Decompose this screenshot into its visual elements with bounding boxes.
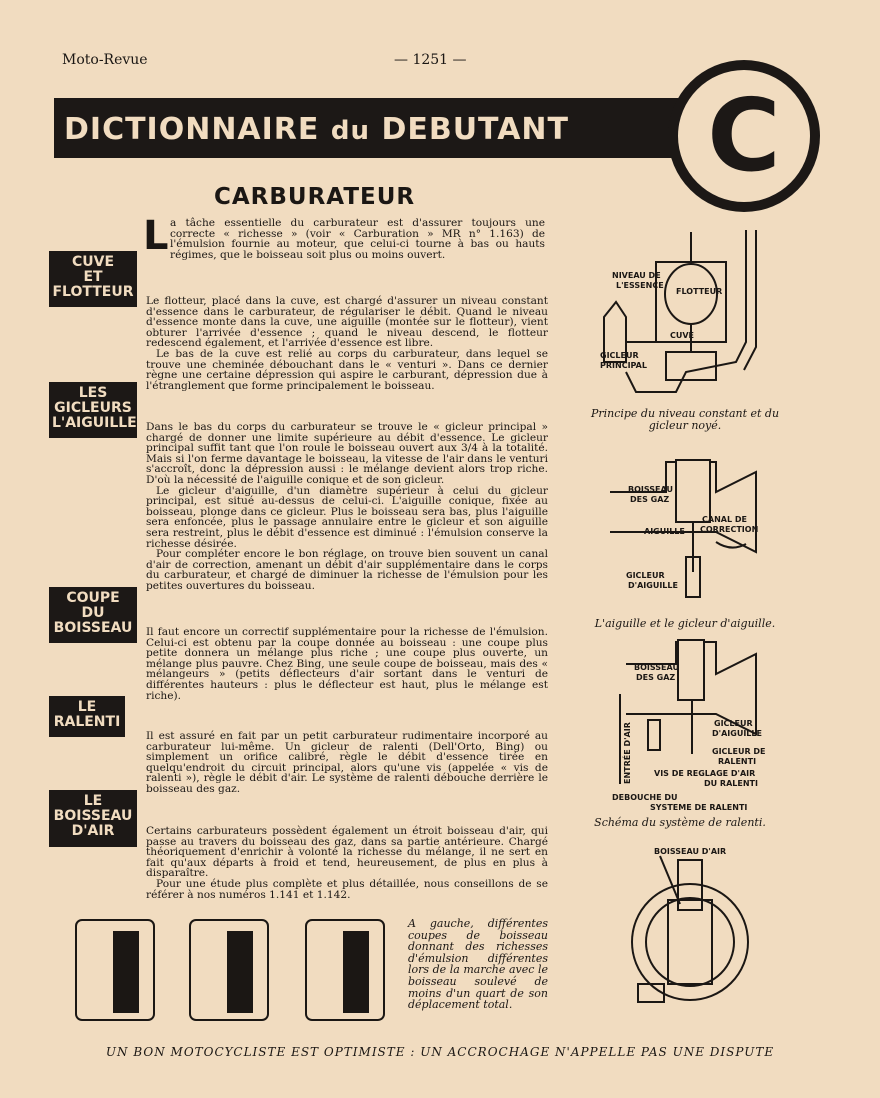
fig1-label: CUVE [670,331,695,340]
fig1-label: L'ESSENCE [616,281,664,290]
fig2-label: GICLEUR [626,571,665,580]
fig2-label: CORRECTION [700,525,759,534]
paragraph: Pour une étude plus complète et plus détaillée, nous conseillons de se référer à nos numéros 1.141 et 1.142. [146,877,548,901]
label-line: LE [83,793,103,809]
fig3-label: ENTRÉE D'AIR [623,722,632,784]
label-line: COUPE [66,590,120,606]
article-title: CARBURATEUR [214,184,416,210]
paragraph: Pour compléter encore le bon réglage, on trouve bien souvent un canal d'air de correction, amenant un débit d'air supplémentaire dans le corps du carburateur, et chargé de diminuer la richesse de l'émulsion pour les petites ouvertures du boisseau. [146,548,548,592]
label-line: LE [77,699,97,715]
fig3-label: GICLEUR [714,719,753,728]
banner-title-du: du [330,116,370,146]
paragraph: Il faut encore un correctif supplémentaire pour la richesse de l'émulsion. Celui-ci est obtenu par la coupe donnée au boisseau : une coupe plus petite donnera un mélange plus riche ; une coupe plus ouverte, un mélange plus pauvre. Chez Bing, une seule coupe de boisseau, mais des « mélangeurs » (petits déflecteurs d'air sortant dans le venturi de différentes hauteurs : plus le déflecteur est haut, plus le mélange est riche). [146,626,548,702]
fig3-label: GICLEUR DE [712,747,766,756]
fig3-label: DU RALENTI [704,779,758,788]
label-line: FLOTTEUR [52,284,134,300]
fig3-label: RALENTI [718,757,757,766]
caption-slide-cutaways: A gauche, différentes coupes de boisseau donnant des richesses d'émulsion différentes lors de la marche avec le boisseau soulevé de moins d'un quart de son déplacement total. [408,917,548,1012]
paragraph: Le bas de la cuve est relié au corps du carburateur, dans lequel se trouve une cheminée débouchant dans le « venturi ». Dans ce dernier règne une certaine dépression qui aspire le carburant, dépression due à l'étranglement que forme principalement le boisseau. [146,347,548,392]
label-line: ET [83,269,103,285]
letter-c-emblem [666,58,822,214]
paragraph: Le gicleur d'aiguille, d'un diamètre supérieur à celui du gicleur principal, est situé au-dessus de celui-ci. L'aiguille conique, fixée au boisseau, plonge dans ce gicleur. Plus le boisseau sera bas, plus l'aiguille sera enfoncée, plus le passage annulaire entre le gicleur et son aiguille sera restreint, plus le débit d'essence est diminué : l'émulsion conserve la richesse désirée. [146,484,548,550]
fig1-label: PRINCIPAL [600,361,647,370]
fig3-label: DES GAZ [636,673,676,682]
section-text-cuve [146,296,548,391]
caption-idle-system: Schéma du système de ralenti. [594,816,766,829]
label-line: BOISSEAU [53,808,133,824]
section-label-coupe [49,587,137,643]
figure-needle-jet [606,452,766,602]
fig2-label: AIGUILLE [644,527,685,536]
fig1-label: NIVEAU DE [612,271,661,280]
intro-paragraph [170,218,545,260]
fig2-label: D'AIGUILLE [628,581,678,590]
fig2-label: DES GAZ [630,495,670,504]
fig2-label: BOISSEAU [628,485,673,494]
fig3-label: VIS DE REGLAGE D'AIR [654,769,756,778]
label-line: RALENTI [53,714,121,730]
section-label-gicleurs [49,382,137,438]
label-line: GICLEURS [54,400,132,416]
fig3-label: BOISSEAU [634,663,679,672]
label-line: CUVE [71,254,115,270]
banner-title-end: DEBUTANT [381,112,569,147]
section-text-gicleurs [146,422,548,592]
footer-slogan: UN BON MOTOCYCLISTE EST OPTIMISTE : UN ACCROCHAGE N'APPELLE PAS UNE DISPUTE [105,1045,775,1059]
label-line: L'AIGUILLE [52,415,137,431]
section-label-ralenti [49,696,125,737]
page-number: — 1251 — [394,52,467,68]
fig2-label: CANAL DE [702,515,747,524]
paragraph: Il est assuré en fait par un petit carburateur rudimentaire incorporé au carburateur lui-même. Un gicleur de ralenti (Dell'Orto, Bing) ou simplement un orifice calibré, règle le débit d'essence tirée en quelqu'endroit du circuit principal, alors qu'une vis (appelée « vis de ralenti »), règle le débit d'air. Le système de ralenti débouche derrière le boisseau des gaz. [146,730,548,795]
fig3-label: DEBOUCHE DU [612,793,678,802]
fig3-label: D'AIGUILLE [712,729,762,738]
banner-title [64,112,569,147]
label-line: BOISSEAU [53,620,133,636]
caption-constant-level: Principe du niveau constant et du gicleur noyé. [590,407,780,432]
fig1-label: GICLEUR [600,351,639,360]
paragraph: Le flotteur, placé dans la cuve, est chargé d'assurer un niveau constant d'essence dans le carburateur, de régulariser le débit. Quand le niveau d'essence monte dans la cuve, une aiguille (montée sur le flotteur), vient obturer l'arrivée d'essence ; quand le niveau descend, le flotteur redescend également, et l'arrivée d'essence est libre. [146,295,548,350]
drop-cap: L [143,213,169,259]
label-line: D'AIR [71,823,115,839]
section-text-ralenti [146,731,548,795]
fig3-label: SYSTEME DE RALENTI [650,803,748,812]
emblem-letter: C [707,77,781,194]
label-line: LES [78,385,108,401]
section-label-cuve [49,251,137,307]
publication-name: Moto-Revue [62,52,148,68]
figure-slide-cutaways [70,914,394,1028]
label-line: DU [81,605,105,621]
intro-text: a tâche essentielle du carburateur est d'assurer toujours une correcte « richesse » (voir « Carburation » MR n° 1.163) de l'émulsion fournie au moteur, que celui-ci tourne à bas ou hauts régimes, que le boisseau soit plus ou moins ouvert. [170,217,545,261]
paragraph: Dans le bas du corps du carburateur se trouve le « gicleur principal » chargé de donner une limite supérieure au débit d'essence. Le gicleur principal suffit tant que l'on roule le boisseau ouvert aux 3/4 à la totalité. Mais si l'on ferme davantage le boisseau, la vitesse de l'air dans le venturi s'accroît, donc la dépression aussi : le mélange devient alors trop riche. D'où la nécessité de l'aiguille conique et de son gicleur. [146,421,548,486]
paragraph: Certains carburateurs possèdent également un étroit boisseau d'air, qui passe au travers du boisseau des gaz, dans sa partie antérieure. Chargé théoriquement d'enrichir à volonté la richesse du mélange, il ne sert en fait qu'aux départs à froid et tend, heureusement, de plus en plus à disparaître. [146,825,548,880]
fig4-label: BOISSEAU D'AIR [654,847,727,856]
figure-air-slide [620,842,760,1012]
figure-idle-system [606,634,776,816]
banner-title-main: DICTIONNAIRE [64,112,320,147]
section-text-coupe [146,627,548,701]
section-text-boisseau-air [146,826,548,900]
figure-constant-level [596,222,776,402]
section-label-boisseau-air [49,790,137,847]
fig1-label: FLOTTEUR [676,287,723,296]
caption-needle-jet: L'aiguille et le gicleur d'aiguille. [594,617,776,630]
